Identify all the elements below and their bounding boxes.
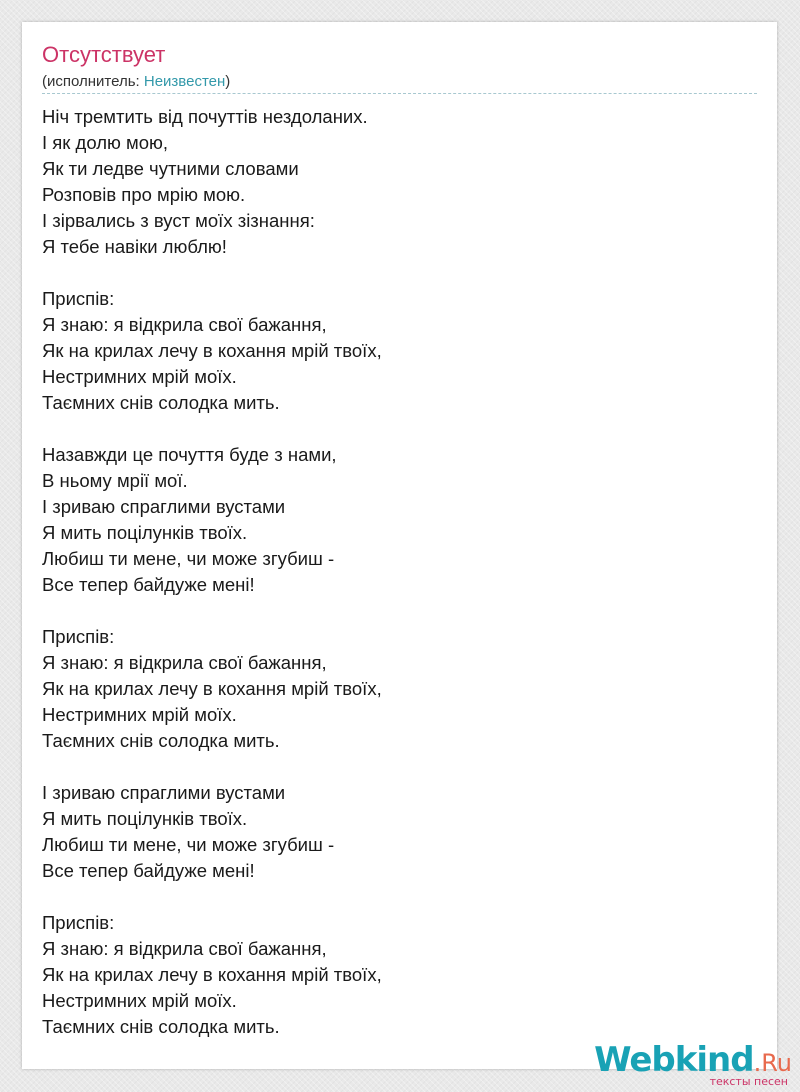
lyric-line: Нестримних мрій моїх.	[42, 704, 237, 725]
lyric-line: Я тебе навіки люблю!	[42, 236, 227, 257]
lyric-line: Любиш ти мене, чи може згубиш -	[42, 548, 335, 569]
lyric-line: Приспів:	[42, 288, 115, 309]
lyric-line: Таємних снів солодка мить.	[42, 730, 280, 751]
lyrics-body	[42, 104, 742, 1040]
lyric-line: Я мить поцілунків твоїх.	[42, 522, 248, 543]
lyric-line: І зриваю спраглими вустами	[42, 496, 286, 517]
lyric-blank-line	[42, 260, 742, 286]
lyric-line: Як на крилах лечу в кохання мрій твоїх,	[42, 340, 382, 361]
lyric-line: Я мить поцілунків твоїх.	[42, 808, 248, 829]
lyrics-card	[22, 22, 777, 1069]
lyric-blank-line	[42, 884, 742, 910]
title-divider	[42, 93, 757, 94]
lyric-line: Таємних снів солодка мить.	[42, 1016, 280, 1037]
artist-prefix: (исполнитель:	[42, 73, 144, 90]
artist-suffix: )	[225, 73, 231, 90]
lyric-line: І зірвались з вуст моїх зізнання:	[42, 210, 315, 231]
lyric-line: Як ти ледве чутними словами	[42, 158, 299, 179]
lyric-line: Назавжди це почуття буде з нами,	[42, 444, 337, 465]
lyric-line: Все тепер байдуже мені!	[42, 574, 255, 595]
lyric-line: Приспів:	[42, 626, 115, 647]
lyric-line: Як на крилах лечу в кохання мрій твоїх,	[42, 678, 382, 699]
lyric-line: Все тепер байдуже мені!	[42, 860, 255, 881]
lyric-line: І зриваю спраглими вустами	[42, 782, 286, 803]
lyric-line: Я знаю: я відкрила свої бажання,	[42, 314, 327, 335]
lyric-line: І як долю мою,	[42, 132, 169, 153]
lyric-blank-line	[42, 598, 742, 624]
song-title: Отсутствует	[42, 42, 166, 67]
lyric-line: Як на крилах лечу в кохання мрій твоїх,	[42, 964, 382, 985]
artist-link[interactable]: Неизвестен	[143, 73, 226, 90]
watermark-tagline: тексты песен	[709, 1075, 788, 1088]
site-watermark	[594, 1041, 794, 1086]
lyric-line: Я знаю: я відкрила свої бажання,	[42, 652, 327, 673]
watermark-brand: Webkind	[594, 1040, 754, 1080]
lyric-line: Я знаю: я відкрила свої бажання,	[42, 938, 327, 959]
lyric-line: Розповів про мрію мою.	[42, 184, 246, 205]
lyric-line: Ніч тремтить від почуттів нездоланих.	[42, 106, 368, 127]
lyric-blank-line	[42, 754, 742, 780]
lyric-line: Нестримних мрій моїх.	[42, 366, 237, 387]
lyric-blank-line	[42, 416, 742, 442]
lyric-line: Приспів:	[42, 912, 115, 933]
lyric-line: Любиш ти мене, чи може згубиш -	[42, 834, 335, 855]
lyric-line: Таємних снів солодка мить.	[42, 392, 280, 413]
watermark-tld: .Ru	[753, 1049, 792, 1077]
lyric-line: Нестримних мрій моїх.	[42, 990, 237, 1011]
lyric-line: В ньому мрії мої.	[42, 470, 188, 491]
artist-line	[42, 72, 230, 92]
